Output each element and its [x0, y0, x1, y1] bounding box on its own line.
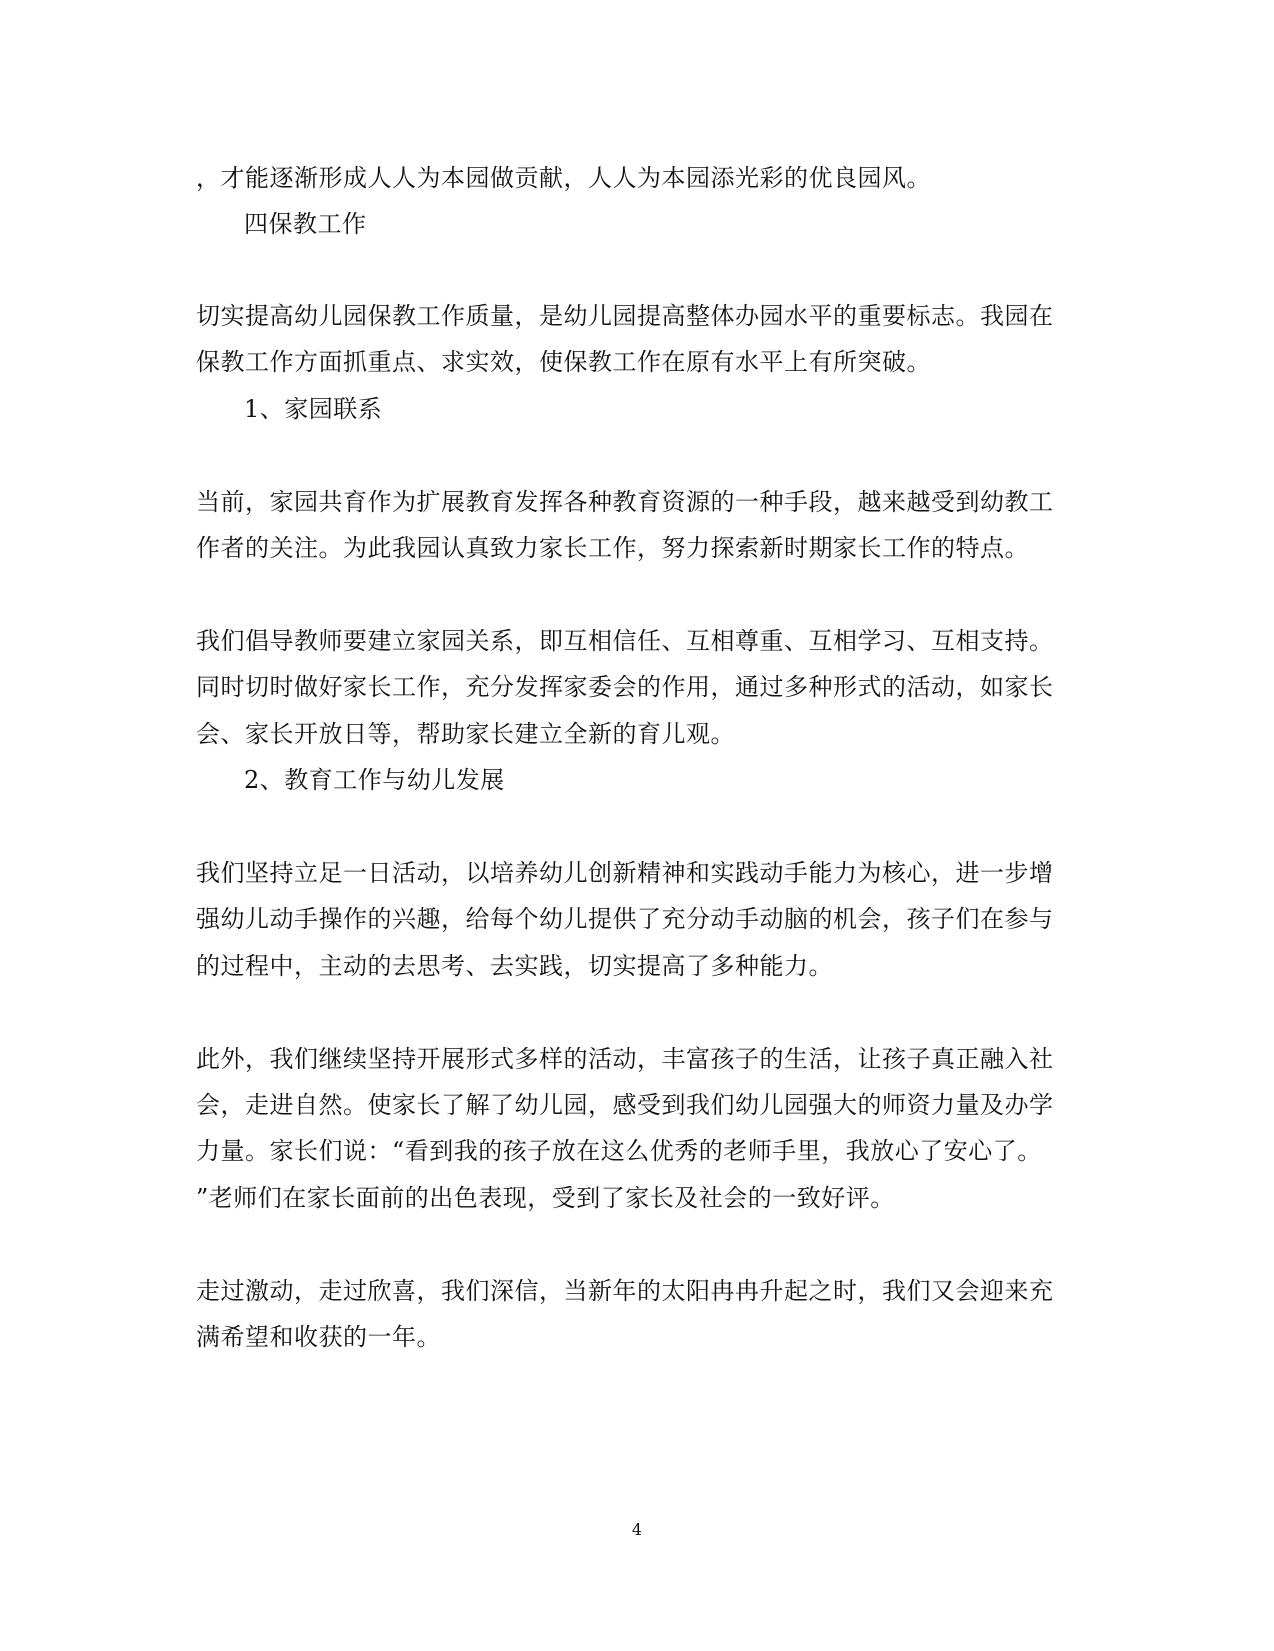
text-line: 切实提高幼儿园保教工作质量，是幼儿园提高整体办园水平的重要标志。我园在 — [196, 302, 1054, 330]
text-line: 同时切时做好家长工作，充分发挥家委会的作用，通过多种形式的活动，如家长 — [196, 673, 1054, 701]
text-line: 保教工作方面抓重点、求实效，使保教工作在原有水平上有所突破。 — [196, 348, 931, 376]
text-line: 我们坚持立足一日活动，以培养幼儿创新精神和实践动手能力为核心，进一步增 — [196, 859, 1054, 887]
text-line: 会、家长开放日等，帮助家长建立全新的育儿观。 — [196, 720, 735, 748]
text-line: 走过激动，走过欣喜，我们深信，当新年的太阳冉冉升起之时，我们又会迎来充 — [196, 1277, 1054, 1305]
subsection-heading: 1、家园联系 — [244, 395, 383, 423]
text-line: 会，走进自然。使家长了解了幼儿园，感受到我们幼儿园强大的师资力量及办学 — [196, 1091, 1054, 1119]
text-line: 此外，我们继续坚持开展形式多样的活动，丰富孩子的生活，让孩子真正融入社 — [196, 1045, 1054, 1073]
text-line: ”老师们在家长面前的出色表现，受到了家长及社会的一致好评。 — [196, 1184, 895, 1212]
text-line: 作者的关注。为此我园认真致力家长工作，努力探索新时期家长工作的特点。 — [196, 534, 1029, 562]
text-line: ，才能逐渐形成人人为本园做贡献，人人为本园添光彩的优良园风。 — [196, 164, 931, 192]
text-line: 强幼儿动手操作的兴趣，给每个幼儿提供了充分动手动脑的机会，孩子们在参与 — [196, 905, 1054, 933]
subsection-heading: 2、教育工作与幼儿发展 — [244, 766, 505, 794]
section-heading: 四保教工作 — [244, 210, 367, 238]
text-line: 满希望和收获的一年。 — [196, 1323, 441, 1351]
page-number: 4 — [631, 1520, 643, 1539]
text-line: 我们倡导教师要建立家园关系，即互相信任、互相尊重、互相学习、互相支持。 — [196, 627, 1054, 655]
text-line: 当前，家园共育作为扩展教育发挥各种教育资源的一种手段，越来越受到幼教工 — [196, 488, 1054, 516]
text-line: 的过程中，主动的去思考、去实践，切实提高了多种能力。 — [196, 952, 833, 980]
text-line: 力量。家长们说：“看到我的孩子放在这么优秀的老师手里，我放心了安心了。 — [196, 1137, 1042, 1165]
